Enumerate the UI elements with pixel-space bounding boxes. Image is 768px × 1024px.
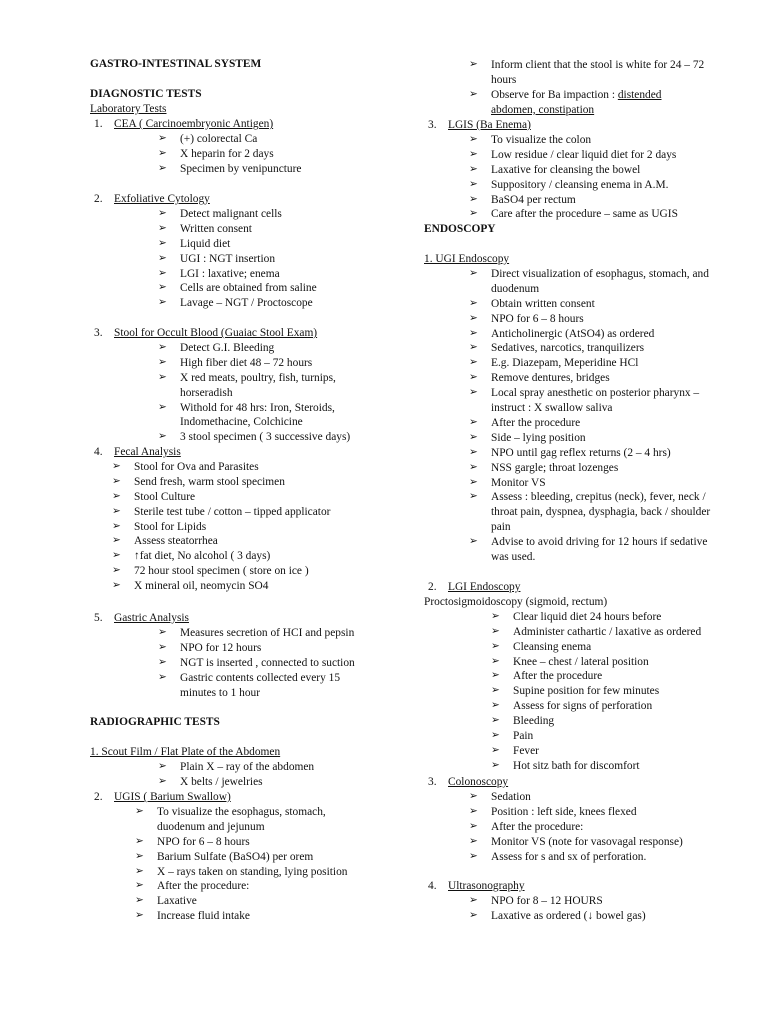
diagnostic-tests-heading: DIAGNOSTIC TESTS Laboratory Tests bbox=[90, 87, 420, 117]
arrow-bullet-icon: ➢ bbox=[135, 865, 144, 877]
section-cea bbox=[90, 117, 420, 177]
list-item: ➢ Gastric contents collected every 15 minutes to 1 hour bbox=[158, 671, 341, 699]
list-item: ➢ E.g. Diazepam, Meperidine HCl bbox=[469, 357, 639, 370]
section-title: 2. Exfoliative Cytology bbox=[94, 193, 210, 205]
section-subtitle: Proctosigmoidoscopy (sigmoid, rectum) bbox=[424, 595, 608, 608]
ugis-continued bbox=[424, 58, 724, 118]
list-item: ➢ Stool for Lipids bbox=[112, 520, 207, 533]
arrow-bullet-icon: ➢ bbox=[469, 909, 478, 921]
list-item: ➢ Fever bbox=[491, 744, 539, 757]
list-item: ➢ Increase fluid intake bbox=[135, 910, 250, 923]
section-title: 1. Scout Film / Flat Plate of the Abdomen bbox=[90, 746, 281, 758]
arrow-bullet-icon: ➢ bbox=[491, 730, 500, 742]
list-item: ➢ X – rays taken on standing, lying position bbox=[135, 865, 348, 878]
radiographic-tests-heading: RADIOGRAPHIC TESTS bbox=[90, 716, 220, 728]
arrow-bullet-icon: ➢ bbox=[469, 133, 478, 145]
arrow-bullet-icon: ➢ bbox=[158, 132, 167, 144]
laboratory-tests-subheading: Laboratory Tests bbox=[90, 102, 167, 115]
list-item: ➢ After the procedure bbox=[469, 416, 581, 429]
list-item: ➢ Local spray anesthetic on posterior pharynx – instruct : X swallow saliva bbox=[469, 387, 700, 415]
section-lgis bbox=[424, 118, 724, 222]
list-item: ➢ Clear liquid diet 24 hours before bbox=[491, 610, 662, 623]
list-item: ➢ Sedation bbox=[469, 790, 531, 803]
list-item: ➢ Suppository / cleansing enema in A.M. bbox=[469, 178, 669, 191]
section-number: 4. bbox=[94, 446, 103, 458]
arrow-bullet-icon: ➢ bbox=[469, 342, 478, 354]
section-ugi-endoscopy bbox=[424, 252, 724, 565]
section-number: 2. bbox=[428, 581, 437, 593]
arrow-bullet-icon: ➢ bbox=[469, 894, 478, 906]
arrow-bullet-icon: ➢ bbox=[491, 625, 500, 637]
list-item: ➢ Assess for s and sx of perforation. bbox=[469, 850, 647, 863]
arrow-bullet-icon: ➢ bbox=[112, 475, 121, 487]
arrow-bullet-icon: ➢ bbox=[469, 357, 478, 369]
list-item: ➢ Stool Culture bbox=[112, 490, 196, 503]
section-title: 4. Ultrasonography bbox=[428, 880, 525, 892]
list-item: ➢ ↑fat diet, No alcohol ( 3 days) bbox=[112, 550, 271, 563]
list-item: ➢ Cells are obtained from saline bbox=[158, 282, 317, 295]
list-item: ➢ Low residue / clear liquid diet for 2 days bbox=[469, 148, 677, 161]
arrow-bullet-icon: ➢ bbox=[158, 356, 167, 368]
section-number: 2. bbox=[94, 791, 103, 803]
list-item: ➢ Laxative for cleansing the bowel bbox=[469, 163, 641, 176]
arrow-bullet-icon: ➢ bbox=[469, 850, 478, 862]
section-fecal-analysis bbox=[90, 445, 420, 594]
arrow-bullet-icon: ➢ bbox=[469, 416, 478, 428]
arrow-bullet-icon: ➢ bbox=[112, 580, 121, 592]
list-item: ➢ BaSO4 per rectum bbox=[469, 193, 576, 206]
arrow-bullet-icon: ➢ bbox=[135, 805, 144, 817]
list-item: ➢ After the procedure: bbox=[135, 880, 250, 893]
list-item: ➢ Position : left side, knees flexed bbox=[469, 805, 637, 818]
list-item: ➢ Inform client that the stool is white for 24 – 72 hours bbox=[469, 59, 705, 86]
arrow-bullet-icon: ➢ bbox=[158, 162, 167, 174]
section-number: 3. bbox=[428, 776, 437, 788]
section-colonoscopy bbox=[424, 775, 724, 864]
list-item: ➢ Barium Sulfate (BaSO4) per orem bbox=[135, 850, 314, 863]
section-title: 5. Gastric Analysis bbox=[94, 612, 189, 624]
arrow-bullet-icon: ➢ bbox=[469, 59, 478, 70]
arrow-bullet-icon: ➢ bbox=[158, 760, 167, 772]
arrow-bullet-icon: ➢ bbox=[135, 880, 144, 892]
list-item: ➢ (+) colorectal Ca bbox=[158, 132, 258, 145]
arrow-bullet-icon: ➢ bbox=[158, 341, 167, 353]
list-item: ➢ LGI : laxative; enema bbox=[158, 267, 280, 280]
list-item: ➢ Laxative as ordered (↓ bowel gas) bbox=[469, 909, 646, 922]
list-item: ➢ NPO for 8 – 12 HOURS bbox=[469, 894, 603, 907]
list-item: ➢ Specimen by venipuncture bbox=[158, 162, 302, 175]
list-item: ➢ Sedatives, narcotics, tranquilizers bbox=[469, 342, 645, 355]
section-title: 1. CEA ( Carcinoembryonic Antigen) bbox=[94, 118, 274, 130]
list-item: ➢ Measures secretion of HCI and pepsin bbox=[158, 626, 355, 639]
section-title: 2. LGI Endoscopy bbox=[428, 581, 521, 593]
list-item: ➢ Anticholinergic (AtSO4) as ordered bbox=[469, 327, 655, 340]
arrow-bullet-icon: ➢ bbox=[158, 222, 167, 234]
list-item: ➢ NPO for 6 – 8 hours bbox=[135, 835, 250, 848]
list-item: ➢ Pain bbox=[491, 730, 534, 743]
list-item: ➢ Monitor VS bbox=[469, 476, 546, 489]
list-item: ➢ Withold for 48 hrs: Iron, Steroids, Indomethacine, Colchicine bbox=[158, 401, 335, 429]
section-title: 2. UGIS ( Barium Swallow) bbox=[94, 791, 231, 803]
section-scout-film bbox=[90, 745, 420, 790]
arrow-bullet-icon: ➢ bbox=[469, 88, 478, 100]
arrow-bullet-icon: ➢ bbox=[491, 700, 500, 712]
section-title: 3. LGIS (Ba Enema) bbox=[428, 119, 531, 131]
list-item: ➢ Cleansing enema bbox=[491, 640, 592, 653]
endoscopy-heading: ENDOSCOPY bbox=[424, 223, 496, 235]
list-item: ➢ Knee – chest / lateral position bbox=[491, 655, 649, 668]
list-item: ➢ UGI : NGT insertion bbox=[158, 252, 276, 265]
list-item: ➢ To visualize the esophagus, stomach, duodenum and jejunum bbox=[135, 805, 326, 833]
list-item: ➢ Sterile test tube / cotton – tipped applicator bbox=[112, 505, 331, 518]
arrow-bullet-icon: ➢ bbox=[112, 535, 121, 547]
list-item: ➢ After the procedure: bbox=[469, 820, 584, 833]
arrow-bullet-icon: ➢ bbox=[135, 850, 144, 862]
section-title: 4. Fecal Analysis bbox=[94, 446, 181, 458]
section-title: 3. Colonoscopy bbox=[428, 776, 509, 788]
list-item: ➢ Assess : bleeding, crepitus (neck), fever, neck / throat pain, dyspnea, dysphagia, back / shoulder pain bbox=[469, 491, 711, 534]
document-title: GASTRO-INTESTINAL SYSTEM bbox=[90, 58, 262, 70]
arrow-bullet-icon: ➢ bbox=[491, 610, 500, 622]
arrow-bullet-icon: ➢ bbox=[112, 550, 121, 562]
section-number: 3. bbox=[94, 327, 103, 339]
arrow-bullet-icon: ➢ bbox=[491, 744, 500, 756]
list-item: ➢ Obtain written consent bbox=[469, 297, 595, 310]
list-item: ➢ High fiber diet 48 – 72 hours bbox=[158, 356, 313, 369]
section-ultrasonography bbox=[424, 879, 724, 924]
section-lgi-endoscopy bbox=[424, 580, 724, 774]
list-item: ➢ 72 hour stool specimen ( store on ice ) bbox=[112, 565, 309, 578]
list-item: ➢ Care after the procedure – same as UGIS bbox=[469, 208, 678, 221]
list-item: ➢ Assess for signs of perforation bbox=[491, 700, 653, 713]
list-item: ➢ Liquid diet bbox=[158, 237, 231, 250]
list-item: ➢ X mineral oil, neomycin SO4 bbox=[112, 580, 269, 593]
list-item: ➢ X red meats, poultry, fish, turnips, horseradish bbox=[158, 371, 336, 399]
list-item: ➢ Send fresh, warm stool specimen bbox=[112, 475, 285, 488]
arrow-bullet-icon: ➢ bbox=[158, 237, 167, 249]
arrow-bullet-icon: ➢ bbox=[135, 835, 144, 847]
arrow-bullet-icon: ➢ bbox=[112, 520, 121, 532]
arrow-bullet-icon: ➢ bbox=[158, 297, 167, 309]
arrow-bullet-icon: ➢ bbox=[491, 640, 500, 652]
section-occult-blood bbox=[90, 326, 420, 445]
arrow-bullet-icon: ➢ bbox=[158, 656, 167, 668]
arrow-bullet-icon: ➢ bbox=[112, 490, 121, 502]
arrow-bullet-icon: ➢ bbox=[158, 147, 167, 159]
arrow-bullet-icon: ➢ bbox=[469, 148, 478, 160]
arrow-bullet-icon: ➢ bbox=[469, 387, 478, 399]
arrow-bullet-icon: ➢ bbox=[469, 208, 478, 220]
list-item: ➢ Monitor VS (note for vasovagal response) bbox=[469, 835, 683, 848]
arrow-bullet-icon: ➢ bbox=[158, 626, 167, 638]
list-item: ➢ NPO until gag reflex returns (2 – 4 hrs) bbox=[469, 446, 671, 459]
arrow-bullet-icon: ➢ bbox=[469, 372, 478, 384]
list-item: ➢ 3 stool specimen ( 3 successive days) bbox=[158, 431, 351, 444]
arrow-bullet-icon: ➢ bbox=[158, 401, 167, 413]
list-item: ➢ Supine position for few minutes bbox=[491, 685, 660, 698]
arrow-bullet-icon: ➢ bbox=[469, 312, 478, 324]
section-exfoliative-cytology bbox=[90, 192, 420, 311]
arrow-bullet-icon: ➢ bbox=[469, 790, 478, 802]
arrow-bullet-icon: ➢ bbox=[158, 671, 167, 683]
arrow-bullet-icon: ➢ bbox=[469, 536, 478, 548]
arrow-bullet-icon: ➢ bbox=[158, 207, 167, 219]
arrow-bullet-icon: ➢ bbox=[112, 505, 121, 517]
list-item: ➢ Lavage – NGT / Proctoscope bbox=[158, 297, 313, 310]
arrow-bullet-icon: ➢ bbox=[469, 820, 478, 832]
list-item: ➢ Assess steatorrhea bbox=[112, 535, 218, 548]
arrow-bullet-icon: ➢ bbox=[158, 641, 167, 653]
section-number: 5. bbox=[94, 612, 103, 624]
arrow-bullet-icon: ➢ bbox=[469, 297, 478, 309]
list-item: ➢ After the procedure bbox=[491, 670, 603, 683]
arrow-bullet-icon: ➢ bbox=[469, 431, 478, 443]
list-item: ➢ NPO for 6 – 8 hours bbox=[469, 312, 584, 325]
list-item: ➢ NGT is inserted , connected to suction bbox=[158, 656, 355, 669]
arrow-bullet-icon: ➢ bbox=[158, 252, 167, 264]
list-item: ➢ Observe for Ba impaction : distended abdomen, constipation bbox=[469, 88, 662, 116]
arrow-bullet-icon: ➢ bbox=[469, 491, 478, 503]
arrow-bullet-icon: ➢ bbox=[469, 805, 478, 817]
list-item: ➢ NPO for 12 hours bbox=[158, 641, 262, 654]
section-title: 1. UGI Endoscopy bbox=[424, 253, 510, 265]
list-item: ➢ Detect G.I. Bleeding bbox=[158, 341, 275, 354]
arrow-bullet-icon: ➢ bbox=[135, 895, 144, 907]
list-item: ➢ To visualize the colon bbox=[469, 133, 592, 146]
list-item: ➢ Stool for Ova and Parasites bbox=[112, 460, 259, 473]
arrow-bullet-icon: ➢ bbox=[469, 327, 478, 339]
arrow-bullet-icon: ➢ bbox=[491, 685, 500, 697]
arrow-bullet-icon: ➢ bbox=[469, 178, 478, 190]
arrow-bullet-icon: ➢ bbox=[158, 282, 167, 294]
section-number: 2. bbox=[94, 193, 103, 205]
list-item: ➢ Administer cathartic / laxative as ordered bbox=[491, 625, 702, 638]
arrow-bullet-icon: ➢ bbox=[469, 163, 478, 175]
arrow-bullet-icon: ➢ bbox=[469, 267, 478, 279]
list-item: ➢ Side – lying position bbox=[469, 431, 586, 444]
list-item: ➢ Remove dentures, bridges bbox=[469, 372, 610, 385]
list-item: ➢ Advise to avoid driving for 12 hours if sedative was used. bbox=[469, 536, 708, 564]
arrow-bullet-icon: ➢ bbox=[491, 655, 500, 667]
list-item: ➢ Hot sitz bath for discomfort bbox=[491, 759, 640, 772]
arrow-bullet-icon: ➢ bbox=[158, 267, 167, 279]
arrow-bullet-icon: ➢ bbox=[469, 446, 478, 458]
list-item: ➢ Direct visualization of esophagus, stomach, and duodenum bbox=[469, 267, 709, 295]
arrow-bullet-icon: ➢ bbox=[491, 715, 500, 727]
arrow-bullet-icon: ➢ bbox=[469, 461, 478, 473]
list-item: ➢ Detect malignant cells bbox=[158, 207, 282, 220]
arrow-bullet-icon: ➢ bbox=[158, 431, 167, 443]
list-item: ➢ Plain X – ray of the abdomen bbox=[158, 760, 315, 773]
arrow-bullet-icon: ➢ bbox=[158, 371, 167, 383]
arrow-bullet-icon: ➢ bbox=[158, 775, 167, 787]
section-number: 4. bbox=[428, 880, 437, 892]
arrow-bullet-icon: ➢ bbox=[469, 835, 478, 847]
list-item: ➢ X heparin for 2 days bbox=[158, 147, 274, 160]
arrow-bullet-icon: ➢ bbox=[135, 910, 144, 922]
arrow-bullet-icon: ➢ bbox=[112, 565, 121, 577]
arrow-bullet-icon: ➢ bbox=[112, 460, 121, 472]
section-title: 3. Stool for Occult Blood (Guaiac Stool Exam) bbox=[94, 327, 318, 339]
list-item: ➢ X belts / jewelries bbox=[158, 775, 263, 788]
section-number: 1. bbox=[94, 118, 103, 130]
list-item: ➢ NSS gargle; throat lozenges bbox=[469, 461, 619, 474]
arrow-bullet-icon: ➢ bbox=[469, 193, 478, 205]
arrow-bullet-icon: ➢ bbox=[469, 476, 478, 488]
section-gastric-analysis bbox=[90, 611, 420, 700]
arrow-bullet-icon: ➢ bbox=[491, 670, 500, 682]
list-item: ➢ Written consent bbox=[158, 222, 252, 235]
list-item: ➢ Bleeding bbox=[491, 715, 555, 728]
arrow-bullet-icon: ➢ bbox=[491, 759, 500, 771]
list-item: ➢ Laxative bbox=[135, 895, 197, 908]
section-number: 3. bbox=[428, 119, 437, 131]
section-ugis bbox=[90, 790, 420, 924]
